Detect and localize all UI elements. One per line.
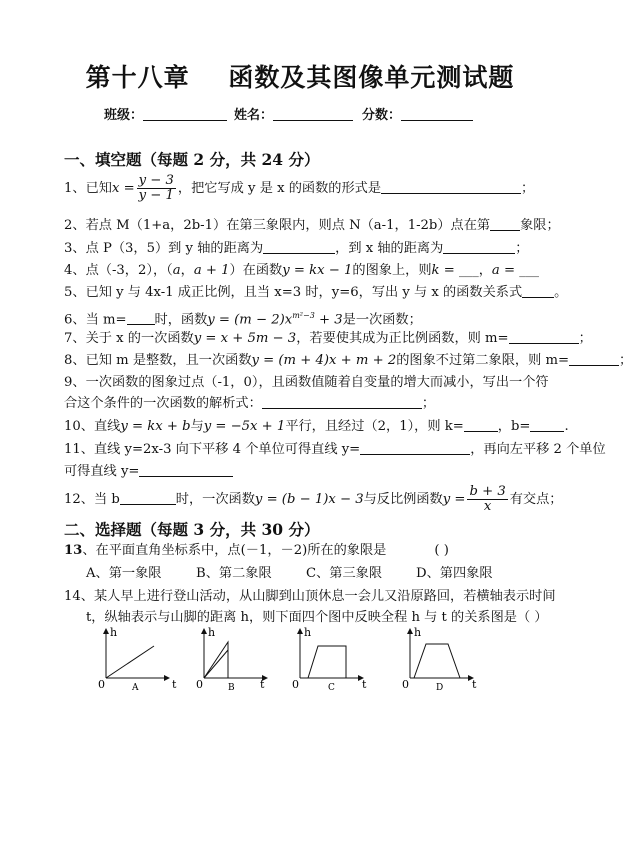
name-blank[interactable] xyxy=(273,106,353,121)
q11-text-c: 可得直线 y= xyxy=(64,464,140,479)
q9-text-a: 9、一次函数的图象过点（-1，0），且函数值随着自变量的增大而减小，写出一个符 xyxy=(64,375,549,390)
q13-option-b[interactable]: B、第二象限 xyxy=(196,566,272,581)
question-2 xyxy=(64,218,560,234)
graph-b-curve-2 xyxy=(204,650,228,678)
question-7 xyxy=(64,331,592,347)
graph-c-h-arrow xyxy=(297,628,303,634)
graph-a-h-arrow xyxy=(103,628,109,634)
graph-d-label: D xyxy=(436,683,444,693)
q4-k-blank[interactable]: = ___， xyxy=(439,263,492,278)
q8-function: y = (m + 4)x + m + 2 xyxy=(251,353,397,368)
graph-b-h-arrow xyxy=(201,628,207,634)
name-label: 姓名： xyxy=(234,108,274,123)
class-label: 班级： xyxy=(104,108,144,123)
q12-text-d: 与反比例函数 xyxy=(363,492,443,507)
q7-text-a: 7、关于 x 的一次函数 xyxy=(64,331,194,346)
graph-b[interactable] xyxy=(194,626,274,694)
q4-comma: ， xyxy=(180,263,194,278)
graph-a-curve xyxy=(106,646,154,678)
class-field xyxy=(104,104,227,123)
q13-option-a[interactable]: A、第一象限 xyxy=(86,566,162,581)
graph-b-svg xyxy=(194,626,274,693)
q1-blank[interactable] xyxy=(381,181,521,194)
question-1 xyxy=(64,174,534,203)
q1-text-a: 1、已知 xyxy=(64,181,112,196)
graph-a-h-label: h xyxy=(110,626,118,639)
q10-function-2: y = −5x + 1 xyxy=(203,419,286,434)
q5-text-b: 。 xyxy=(554,285,568,300)
q6-plus3: + 3 xyxy=(314,312,343,328)
section-choice-heading: 二、选择题（每题 3 分，共 30 分） xyxy=(64,520,320,539)
graph-a-t-arrow xyxy=(164,675,170,681)
q12-function: y = (b − 1)x − 3 xyxy=(254,492,364,507)
graph-c-label: C xyxy=(328,683,335,693)
q11-blank-2[interactable] xyxy=(139,464,233,477)
q12-numerator: b + 3 xyxy=(469,484,506,499)
question-14-cont xyxy=(86,610,548,626)
graph-b-h-label: h xyxy=(208,626,216,639)
q7-blank[interactable] xyxy=(509,331,579,344)
q11-blank-1[interactable] xyxy=(360,442,470,455)
q14-text-a: 14、某人早上进行登山活动，从山脚到山顶休息一会儿又沿原路回，若横轴表示时间 xyxy=(64,589,556,604)
question-9-cont xyxy=(64,396,435,412)
q6-text-b: 时，函数 xyxy=(154,312,208,328)
q12-text-a: 12、当 b xyxy=(64,492,120,507)
q4-a-blank[interactable]: = ___ xyxy=(499,263,540,278)
q4-a-plus-1: a + 1 xyxy=(193,263,230,278)
q10-text-a: 10、直线 xyxy=(64,419,121,434)
q13-option-c[interactable]: C、第三象限 xyxy=(306,566,383,581)
q14-text-b: t，纵轴表示与山脚的距离 h，则下面四个图中反映全程 h 与 t 的关系图是（ ） xyxy=(86,610,548,625)
q7-function: y = x + 5m − 3 xyxy=(193,331,297,346)
question-14 xyxy=(64,589,556,605)
graph-c-origin: 0 xyxy=(292,678,299,691)
question-8 xyxy=(64,353,632,369)
question-11 xyxy=(64,442,606,458)
graph-a[interactable] xyxy=(96,626,177,694)
q9-blank[interactable] xyxy=(262,396,422,409)
q1-fraction xyxy=(137,174,176,203)
q6-blank[interactable] xyxy=(127,312,155,325)
q10-blank-k[interactable] xyxy=(464,419,498,432)
q4-function: y = kx − 1 xyxy=(282,263,353,278)
q12-denominator: x xyxy=(483,499,492,514)
graph-d-t-label: t xyxy=(472,678,477,691)
q4-a2: a xyxy=(491,263,500,278)
question-11-cont xyxy=(64,464,233,480)
name-field xyxy=(234,104,353,123)
graph-c[interactable] xyxy=(290,626,370,694)
q10-function-1: y = kx + b xyxy=(120,419,191,434)
score-blank[interactable] xyxy=(401,106,473,121)
graph-c-h-label: h xyxy=(304,626,312,639)
section-fill-blank-heading: 一、填空题（每题 2 分，共 24 分） xyxy=(64,150,320,169)
graph-a-t-label: t xyxy=(172,678,177,691)
q4-a: a xyxy=(172,263,181,278)
graph-d-curve xyxy=(414,644,460,678)
q6-text-a: 6、当 m= xyxy=(64,312,127,328)
q5-blank[interactable] xyxy=(522,285,554,298)
q1-numerator: y − 3 xyxy=(138,173,174,188)
q8-text-a: 8、已知 m 是整数，且一次函数 xyxy=(64,353,252,368)
q9-text-c: ； xyxy=(421,396,435,411)
q1-denominator: y − 1 xyxy=(138,188,174,203)
q13-option-d[interactable]: D、第四象限 xyxy=(416,566,493,581)
q6-exponent: m²−3 xyxy=(292,311,315,320)
q11-text-b: ，再向左平移 2 个单位 xyxy=(470,442,606,457)
q3-blank-1[interactable] xyxy=(263,241,335,254)
q10-text-f: ，b= xyxy=(497,419,531,434)
q4-text-a: 4、点（-3，2），（ xyxy=(64,263,173,278)
graph-a-label: A xyxy=(132,683,139,693)
graph-b-label: B xyxy=(228,683,235,693)
q8-text-d: ； xyxy=(619,353,632,368)
question-4 xyxy=(64,263,539,279)
q8-blank[interactable] xyxy=(569,353,619,366)
graph-d-h-arrow xyxy=(407,628,413,634)
graph-d[interactable] xyxy=(400,626,480,694)
q10-text-e: 平行，且经过（2，1），则 k= xyxy=(285,419,464,434)
q9-text-b: 合这个条件的一次函数的解析式： xyxy=(64,396,262,411)
q4-text-g: 的图象上，则 xyxy=(352,263,432,278)
q2-text-a: 2、若点 M（1+a，2b-1）在第三象限内，则点 N（a-1，1-2b）点在第 xyxy=(64,218,491,233)
question-13 xyxy=(64,543,449,559)
graph-d-origin: 0 xyxy=(402,678,409,691)
q11-text-a: 11、直线 y=2x-3 向下平移 4 个单位可得直线 y= xyxy=(64,442,361,457)
q6-text-e: 是一次函数； xyxy=(342,312,422,328)
q10-text-c: 与 xyxy=(190,419,204,434)
q1-text-b: ，把它写成 y 是 x 的函数的形式是 xyxy=(177,181,382,196)
q4-text-e: ）在函数 xyxy=(229,263,283,278)
q7-text-d: ； xyxy=(578,331,592,346)
q1-x-eq: x = xyxy=(111,181,135,196)
q10-text-g: . xyxy=(564,419,569,434)
graph-c-curve xyxy=(308,646,346,678)
q4-k: k xyxy=(431,263,440,278)
q5-text-a: 5、已知 y 与 4x-1 成正比例，且当 x=3 时，y=6，写出 y 与 x 的函数关系式 xyxy=(64,285,523,300)
question-5 xyxy=(64,285,567,301)
graph-b-t-label: t xyxy=(260,678,265,691)
question-6 xyxy=(64,308,422,328)
q3-text-c: ； xyxy=(515,241,529,256)
graph-b-curve xyxy=(204,642,228,678)
question-12 xyxy=(64,485,562,514)
score-label: 分数： xyxy=(362,108,402,123)
score-field xyxy=(362,104,473,123)
q2-text-b: 象限； xyxy=(520,218,560,233)
q12-text-b: 时，一次函数 xyxy=(175,492,255,507)
q12-y-eq: y = xyxy=(442,492,466,507)
q12-fraction xyxy=(467,485,507,514)
q3-text-b: ，到 x 轴的距离为 xyxy=(335,241,444,256)
q12-blank[interactable] xyxy=(120,492,176,505)
q1-text-c: ； xyxy=(521,181,535,196)
graph-d-svg xyxy=(400,626,480,693)
question-3 xyxy=(64,241,528,257)
class-blank[interactable] xyxy=(143,106,227,121)
q3-text-a: 3、点 P（3，5）到 y 轴的距离为 xyxy=(64,241,264,256)
q3-blank-2[interactable] xyxy=(443,241,515,254)
q8-text-c: 的图象不过第二象限，则 m= xyxy=(396,353,570,368)
q13-options xyxy=(86,566,493,582)
q13-number: 13 xyxy=(64,543,83,558)
page-title: 第十八章 函数及其图像单元测试题 xyxy=(85,63,515,92)
graph-d-h-label: h xyxy=(414,626,422,639)
graph-a-origin: 0 xyxy=(98,678,105,691)
q6-function: y = (m − 2)x xyxy=(207,312,293,328)
question-10 xyxy=(64,419,569,435)
q10-blank-b[interactable] xyxy=(530,419,564,432)
q2-blank[interactable] xyxy=(490,218,520,231)
graph-a-svg xyxy=(96,626,177,693)
q13-answer-paren[interactable]: ( ) xyxy=(434,543,449,558)
graph-b-origin: 0 xyxy=(196,678,203,691)
q7-text-c: ，若要使其成为正比例函数，则 m= xyxy=(296,331,509,346)
question-9 xyxy=(64,375,549,391)
q12-text-f: 有交点； xyxy=(509,492,563,507)
q13-text-a: 、在平面直角坐标系中，点(－1，－2)所在的象限是 xyxy=(82,543,387,558)
graph-c-svg xyxy=(290,626,370,693)
graph-c-t-label: t xyxy=(362,678,367,691)
